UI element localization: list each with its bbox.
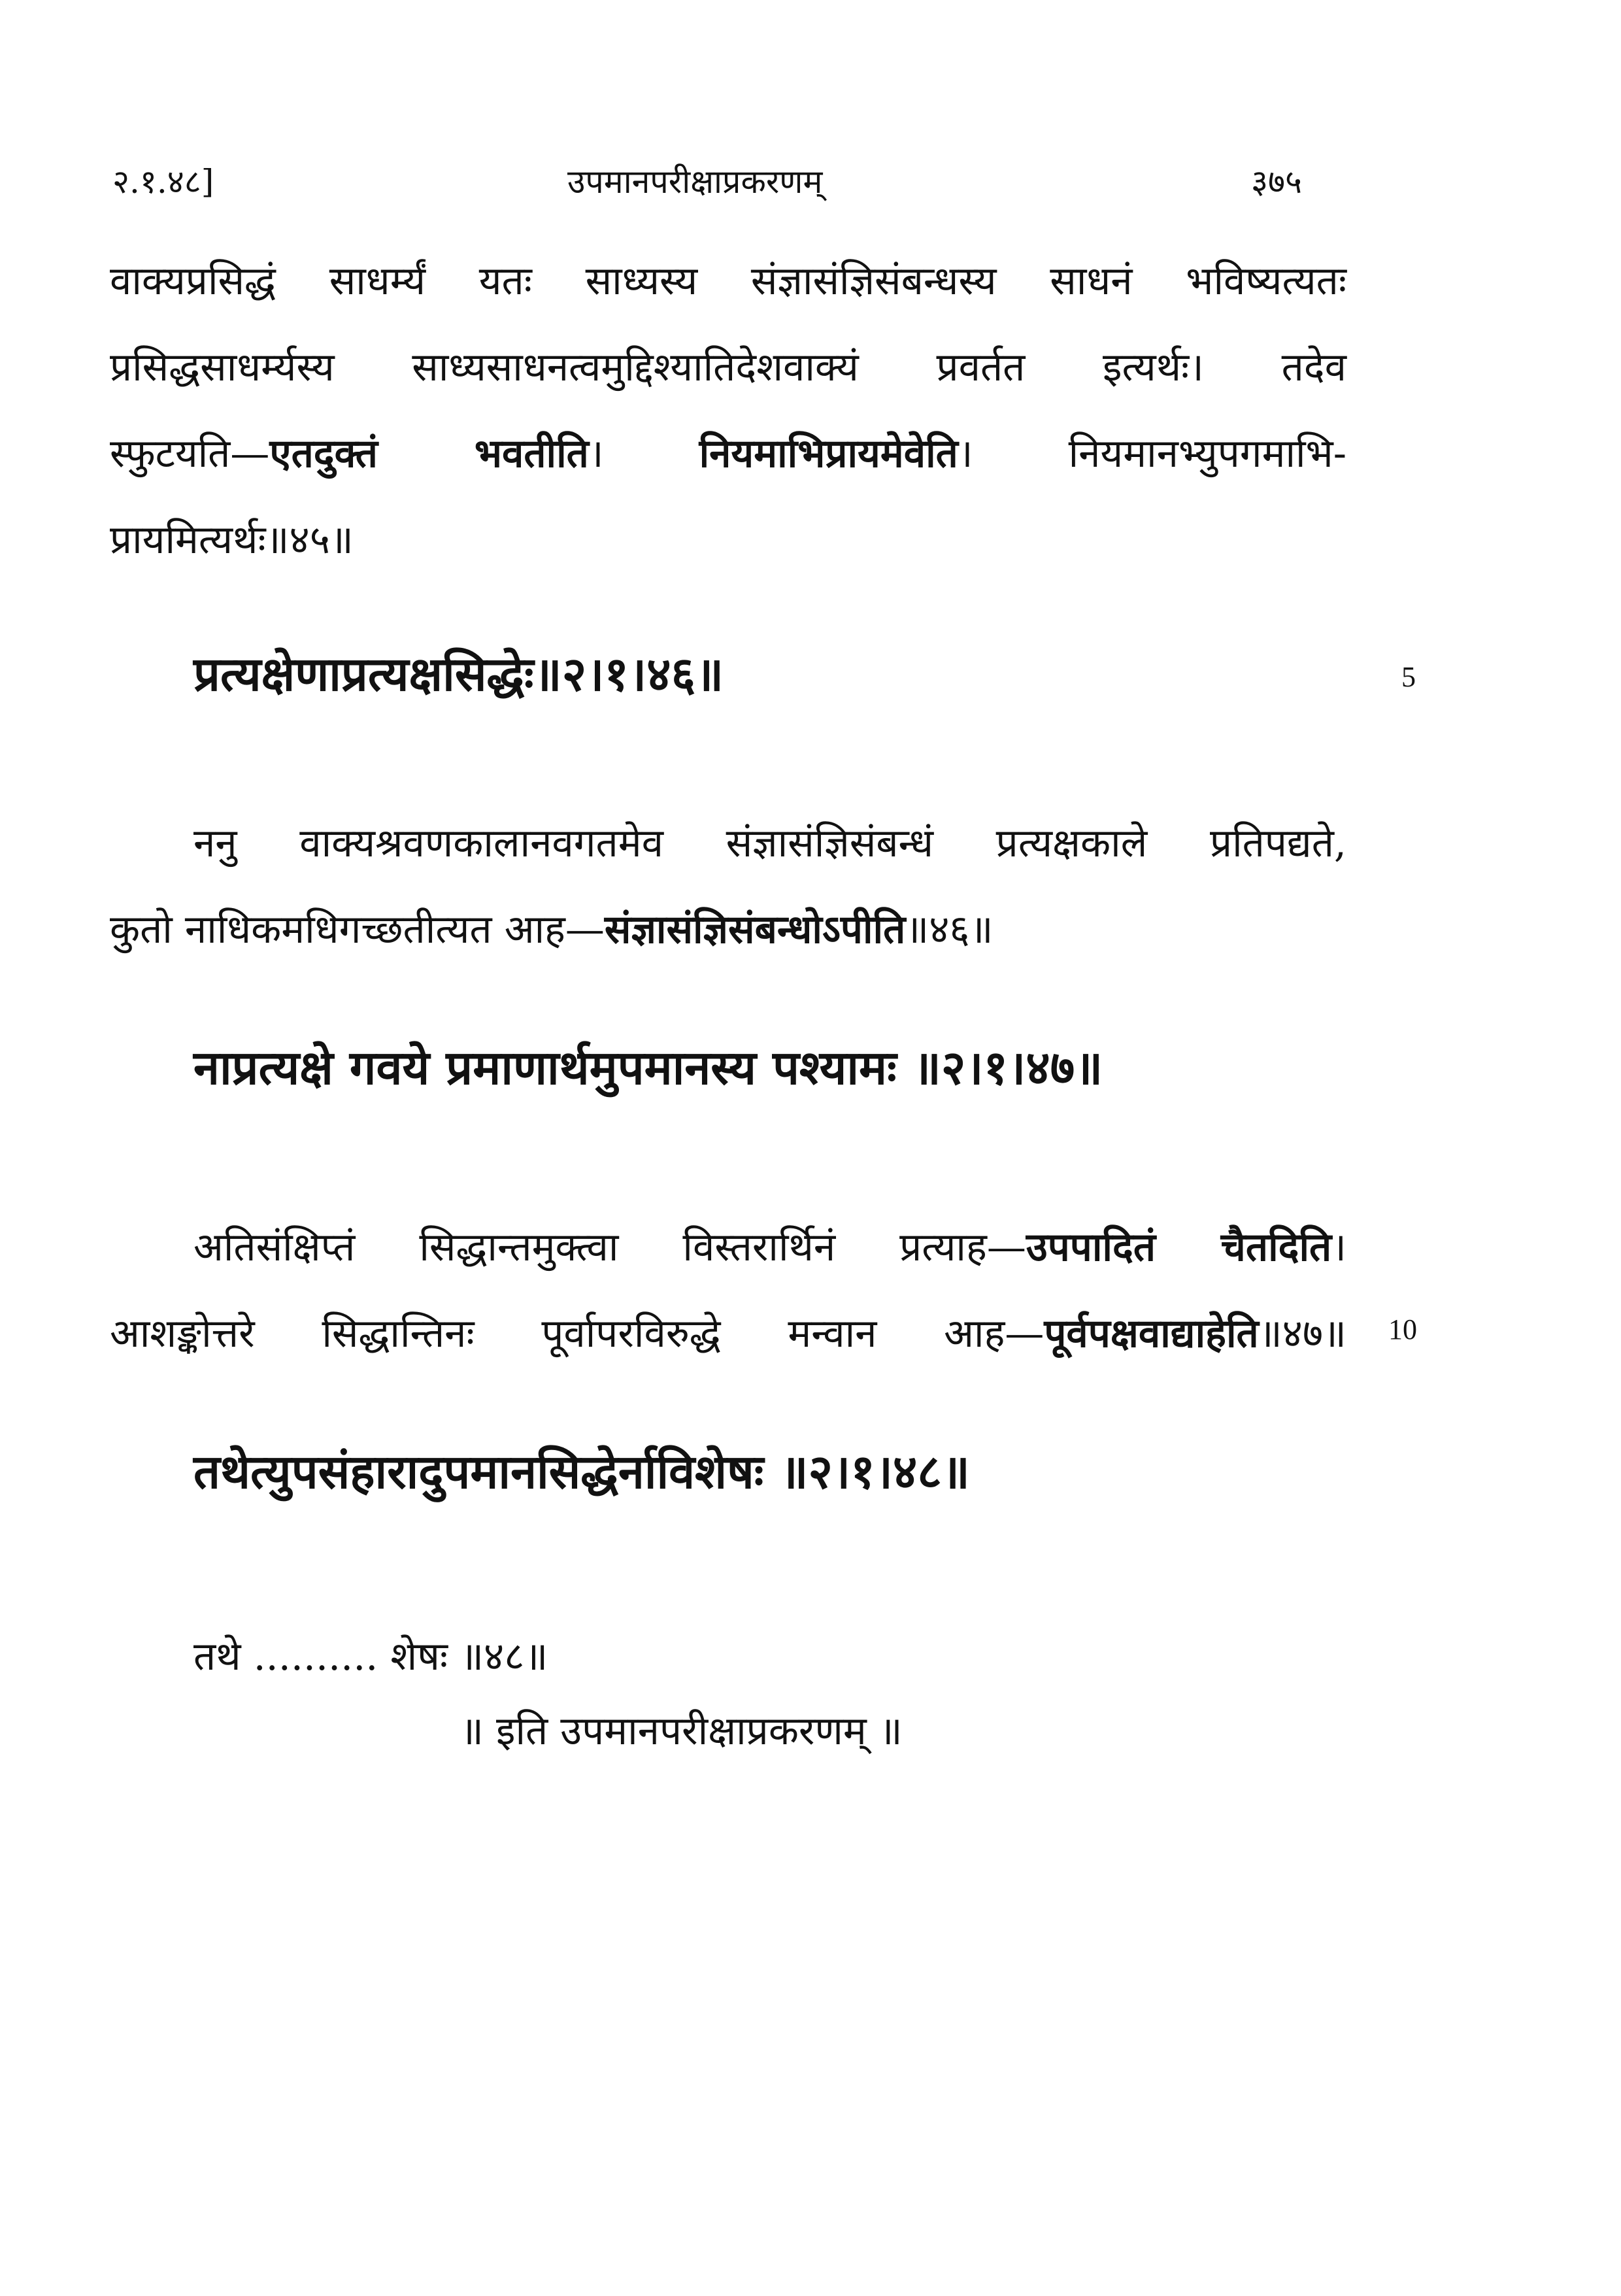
sutra-46: प्रत्यक्षेणाप्रत्यक्षसिद्धेः॥२।१।४६॥: [193, 646, 724, 701]
lemma-sanjna-sambandha: संज्ञासंज्ञिसंबन्धोऽपीति: [604, 907, 906, 953]
lemma-niyamabhipraya: नियमाभिप्रायमेवेति: [699, 431, 958, 477]
para1-line4: प्रायमित्यर्थः॥४५॥: [110, 517, 354, 563]
para2-line1: ननु वाक्यश्रवणकालानवगतमेव संज्ञासंज्ञिसंबन्धं प्रत्यक्षकाले प्रतिपद्यते,: [193, 820, 1346, 866]
para1-line3: स्फुटयति—एतदुक्तं भवतीति। नियमाभिप्रायमेवेति। नियमानभ्युपगमाभि-: [110, 431, 1346, 477]
para1-line1: वाक्यप्रसिद्धं साधर्म्यं यतः साध्यस्य संज्ञासंज्ञिसंबन्धस्य साधनं भविष्यत्यतः: [110, 258, 1346, 304]
line-number-10: 10: [1388, 1313, 1417, 1345]
lemma-upapaditam: उपपादितं चैतदिति: [1026, 1224, 1332, 1270]
para3-line1: अतिसंक्षिप्तं सिद्धान्तमुक्त्वा विस्तरार्थिनं प्रत्याह—उपपादितं चैतदिति।: [193, 1224, 1347, 1270]
para3-line2: आशङ्कोत्तरे सिद्धान्तिनः पूर्वापरविरुद्धे मन्वान आह—पूर्वपक्षवाद्याहेति॥४७॥: [110, 1311, 1346, 1357]
para1-line2: प्रसिद्धसाधर्म्यस्य साध्यसाधनत्वमुद्दिश्यातिदेशवाक्यं प्रवर्तत इत्यर्थः। तदेव: [110, 345, 1346, 390]
para4-line1: तथे .......... शेषः ॥४८॥: [193, 1634, 548, 1680]
header-title: उपमानपरीक्षाप्रकरणम्: [567, 163, 823, 201]
para2-line2: कुतो नाधिकमधिगच्छतीत्यत आह—संज्ञासंज्ञिसंबन्धोऽपीति॥४६॥: [110, 907, 994, 953]
header-verse-ref: २.१.४८]: [112, 163, 214, 201]
sutra-47: नाप्रत्यक्षे गवये प्रमाणार्थमुपमानस्य पश्यामः ॥२।१।४७॥: [193, 1039, 1103, 1095]
colophon: ॥ इति उपमानपरीक्षाप्रकरणम् ॥: [460, 1708, 903, 1754]
lemma-etad-uktam: एतदुक्तं भवतीति: [269, 431, 589, 477]
line-number-5: 5: [1401, 661, 1416, 693]
sutra-48: तथेत्युपसंहारादुपमानसिद्धेर्नाविशेषः ॥२।१।४८॥: [193, 1443, 970, 1499]
header-page-number: ३७५: [1251, 163, 1302, 201]
lemma-purvapaksa: पूर्वपक्षवाद्याहेति: [1044, 1311, 1259, 1357]
